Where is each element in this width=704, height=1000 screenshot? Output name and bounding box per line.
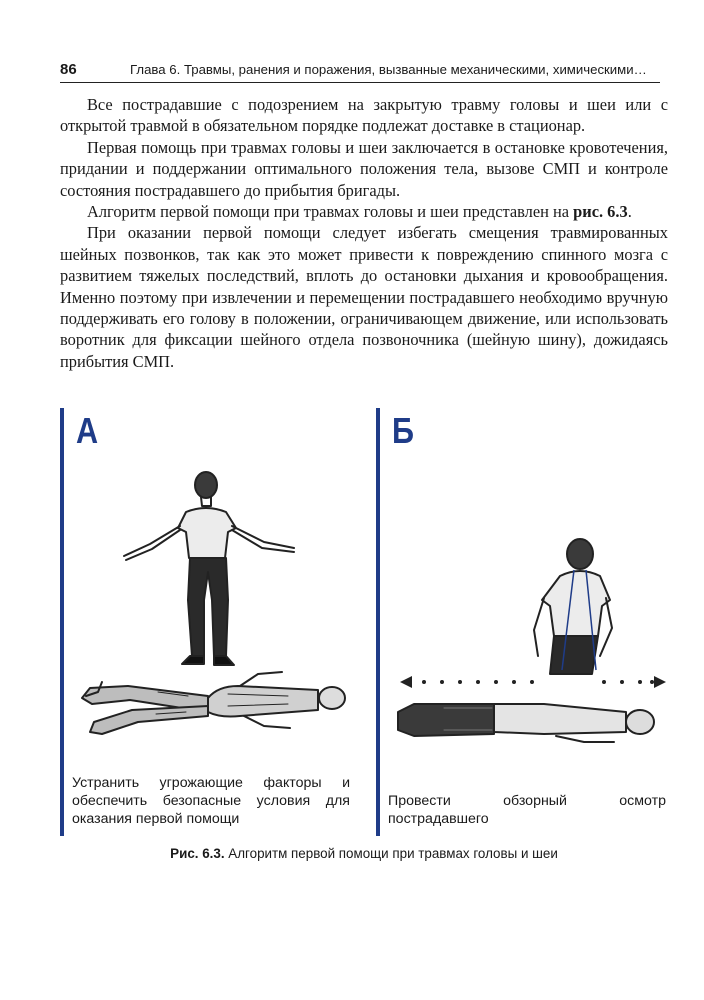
figure-caption <box>60 846 668 861</box>
paragraph-2: Первая помощь при травмах головы и шеи заключается в остановке кровотечения, придании и поддержании оптимального положения тела, вызове СМП и контроле состояния пострадавшего до прибытия бригады. <box>60 137 668 200</box>
figure-panel-a <box>60 408 356 836</box>
paragraph-4: При оказании первой помощи следует избегать смещения травмированных шейных позвонков, так как это может привести к повреждению спинного мозга с развитием тяжелых последствий, вплоть до остановки дыхания и кровообращения. Именно поэтому при извлечении и перемещении пострадавшего необходимо вручную поддерживать его голову в положении, ограничивающем движение, или использовать воротник для фиксации шейного отдела позвоночника (шейную шину), дожидаясь прибытия СМП. <box>60 223 668 371</box>
panel-a-caption: Устранить угрожающие факторы и обеспечить безопасные условия для оказания первой помощи <box>72 775 350 827</box>
paragraph-3 <box>60 201 668 222</box>
page-header <box>60 58 660 83</box>
lying-victim <box>398 704 654 742</box>
panel-a-letter: А <box>76 410 98 451</box>
kneeling-rescuer <box>534 539 612 674</box>
examination-illustration <box>384 460 670 750</box>
standing-person <box>124 472 294 665</box>
running-head: Глава 6. Травмы, ранения и поражения, вызванные механическими, химическими… <box>130 62 647 77</box>
scan-dots <box>400 676 666 688</box>
figure-caption-text: Алгоритм первой помощи при травмах головы и шеи <box>224 846 558 861</box>
figure-caption-label: Рис. 6.3. <box>170 846 225 861</box>
body-text <box>60 94 668 372</box>
panel-b-letter: Б <box>392 410 414 451</box>
figure-panel-b <box>376 408 672 836</box>
panel-b-caption: Провести обзорный осмотр пострадавшего <box>388 793 666 827</box>
paragraph-3-end: . <box>627 202 632 222</box>
standing-rescuer-illustration <box>68 460 354 750</box>
paragraph-1: Все пострадавшие с подозрением на закрытую травму головы и шеи или с открытой травмой в обязательном порядке подлежат доставке в стационар. <box>60 95 668 136</box>
figure-reference: рис. 6.3 <box>573 202 628 222</box>
page-number: 86 <box>60 61 77 78</box>
lying-victim <box>82 672 345 734</box>
paragraph-3-text: Алгоритм первой помощи при травмах головы и шеи представлен на <box>87 202 574 222</box>
